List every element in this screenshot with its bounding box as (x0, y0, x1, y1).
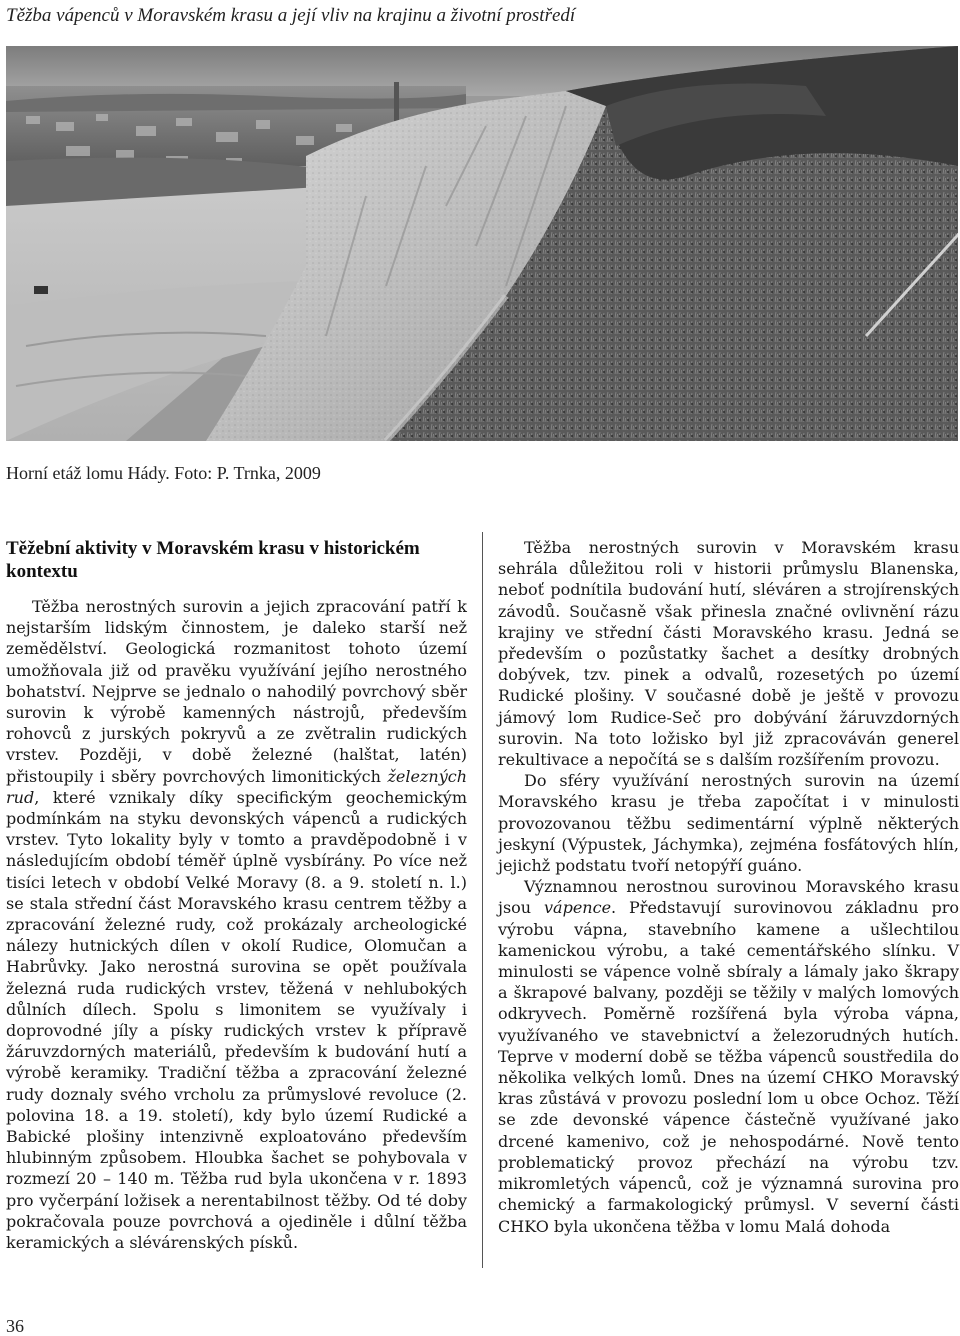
paragraph-text: Těžba nerostných surovin a jejich zpracování patří k nejstarším lidským činnostem, je daleko starší než zemědělství. Geologická rozmanitost tohoto území umožňovala již od pravěku využívání jejího nerostného bohatství. Nejprve se jednalo o nahodilý povrchový sběr surovin k výrobě kamenných nástrojů, především rohovců z jurských pokryvů a ze zvětralin rudických vrstev. Později, v době železné (halštat, latén) přistoupily i sběry povrchových limonitických (6, 597, 467, 786)
photo-caption: Horní etáž lomu Hády. Foto: P. Trnka, 2009 (6, 463, 321, 483)
body-paragraph (6, 596, 467, 1253)
left-column (6, 537, 467, 1253)
body-paragraph: Do sféry využívání nerostných surovin na území Moravského krasu je třeba započítat i v minulosti provozovanou těžbu sedimentární výplně některých jeskyní (Výpustek, Jáchymka), zejména fosfátových hlín, jejichž podstatu tvoří netopýří guáno. (498, 771, 959, 876)
paragraph-text: . Představují surovinovou základnu pro výrobu vápna, stavebního kamene a ušlechtilou kamenickou výrobu, a také cementářského slínku. V minulosti se vápence volně sbíraly a lámaly jako škrapy a škrapové balvany, později se těžily v malých lomových odkryvech. Poměrně rozšířená byla výroba vápna, využívaného ve stavebnictví a železorudných hutích. Teprve v moderní době se těžba vápenců soustředila do několika velkých lomů. Dnes na území CHKO Moravský kras zůstává v provozu poslední lom u obce Ochoz. Těží se zde devonské vápence částečně využívané jako drcené kamenivo, což je nehospodárné. Nově tento problematický provoz přechází na výrobu tzv. mikromletých vápenců, což je významná surovina pro chemický a farmakologický průmysl. V severní části CHKO byla ukončena těžba v lomu Malá dohoda (498, 898, 960, 1236)
paragraph-text: Významnou nerostnou surovinou Moravského krasu jsou (498, 877, 959, 918)
page-number: 36 (6, 1316, 24, 1336)
body-paragraph (498, 876, 959, 1236)
column-divider (482, 532, 483, 1268)
italic-term: železných rud (6, 766, 467, 807)
body-paragraph: Těžba nerostných surovin v Moravském krasu sehrála důležitou roli v historii průmyslu Blanenska, neboť podnítila budování hutí, sléváren a strojírenských závodů. Současně však přinesla značné ovlivnění rázu krajiny ve střední části Moravského krasu. Jedná se především o pozůstatky šachet a desítky drobných dobývek, tzv. pinek a odvalů, rozesetých po území Rudické plošiny. V současné době je ještě v provozu jámový lom Rudice-Seč pro dobývání žáruvzdorných surovin. Na toto ložisko byl již zpracováván generel rekultivace a nepočítá se s dalším rozšířením provozu. (498, 538, 959, 770)
quarry-photo-image (6, 46, 958, 441)
italic-term: vápence (544, 898, 612, 918)
quarry-photo (6, 46, 958, 441)
right-column (498, 537, 959, 1237)
paragraph-text: , které vznikaly díky specifickým geochemickým podmínkám na styku devonských vápenců a rudických vrstev. Tyto lokality byly v tomto a pravděpodobně i v následujícím období téměř úplně vysbírány. Po více než tisíci letech v období Velké Moravy (8. a 9. století n. l.) se stala střední část Moravského krasu centrem těžby a zpracování železné rudy, což prokázaly archeologické nálezy hutnických dílen v okolí Rudice, Olomučan a Habrůvky. Jako nerostná surovina se opět používala železná ruda rudických vrstev, těžená v nehlubokých důlních dílech. Spolu s limonitem se využívaly i doprovodné jíly a písky rudických vrstev k přípravě žáruvzdorných materiálů, především k budování hutí a výrobě keramiky. Tradiční těžba a zpracování železné rudy doznaly svého vrcholu za průmyslové revoluce (2. polovina 18. a 19. století), kdy bylo území Rudické a Babické plošiny intenzivně exploatováno především hlubinným způsobem. Hloubka šachet se pohybovala v rozmezí 20 – 140 m. Těžba rud byla ukončena v r. 1893 pro vyčerpání ložisek a nerentabilnost těžby. Od té doby pokračovala pouze povrchová a ojediněle i důlní těžba keramických a slévárenských písků. (6, 787, 467, 1253)
section-heading: Těžební aktivity v Moravském krasu v historickém kontextu (6, 538, 420, 582)
running-head: Těžba vápenců v Moravském krasu a její vliv na krajinu a životní prostředí (6, 5, 576, 26)
